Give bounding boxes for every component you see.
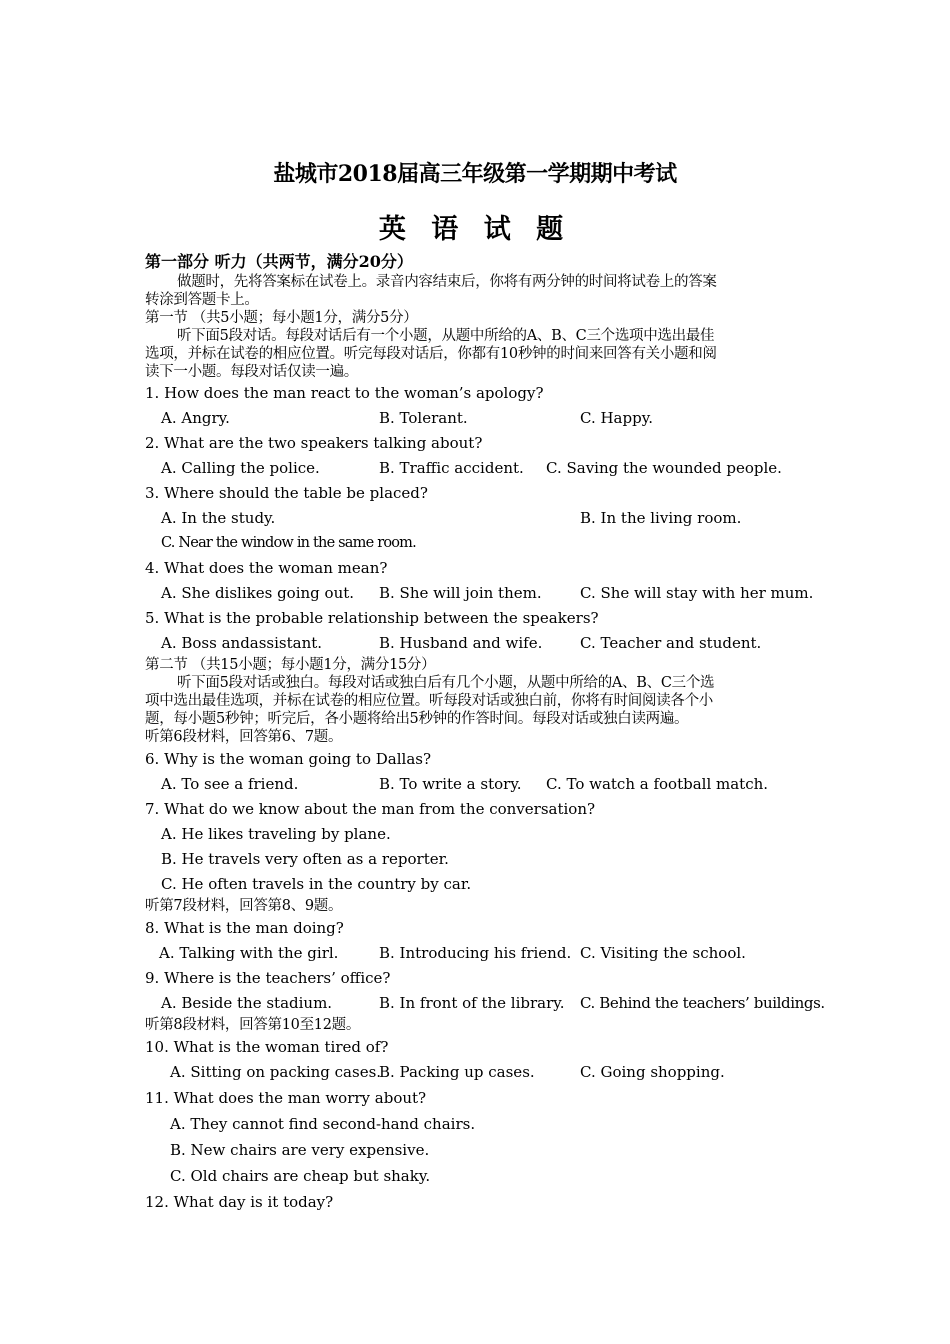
exam-subtitle: 英 语 试 题	[378, 214, 572, 245]
material-6-note: 听第6段材料，回答第6、7题。	[145, 729, 343, 745]
question-6-option-a: A. To see a friend.	[161, 775, 299, 793]
question-3-option-c: C. Near the window in the same room.	[161, 535, 416, 551]
question-9-option-a: A. Beside the stadium.	[161, 994, 333, 1012]
question-8-option-c: C. Visiting the school.	[580, 944, 746, 962]
question-7-option-c: C. He often travels in the country by car.	[161, 875, 472, 893]
question-11-stem: 11. What does the man worry about?	[145, 1089, 427, 1107]
section1-heading: 第一节 （共5小题；每小题1分，满分5分）	[145, 310, 418, 326]
section1-instr-line1: 听下面5段对话。每段对话后有一个小题，从题中所给的A、B、C三个选项中选出最佳	[177, 328, 715, 344]
question-5-option-b: B. Husband and wife.	[379, 634, 543, 652]
question-4-stem: 4. What does the woman mean?	[145, 559, 388, 577]
question-11-option-b: B. New chairs are very expensive.	[170, 1141, 430, 1159]
question-2-option-c: C. Saving the wounded people.	[546, 459, 782, 477]
question-2-option-a: A. Calling the police.	[161, 459, 320, 477]
question-9-stem: 9. Where is the teachers’ office?	[145, 969, 391, 987]
question-1-option-a: A. Angry.	[161, 409, 230, 427]
question-7-option-a: A. He likes traveling by plane.	[161, 825, 391, 843]
section2-instr-line3: 题，每小题5秒钟；听完后，各小题将给出5秒钟的作答时间。每段对话或独白读两遍。	[145, 711, 689, 727]
question-3-option-a: A. In the study.	[161, 509, 276, 527]
question-4-option-a: A. She dislikes going out.	[161, 584, 355, 602]
material-8-note: 听第8段材料，回答第10至12题。	[145, 1017, 361, 1033]
question-4-option-b: B. She will join them.	[379, 584, 542, 602]
question-8-option-a: A. Talking with the girl.	[159, 944, 339, 962]
question-4-option-c: C. She will stay with her mum.	[580, 584, 814, 602]
question-5-stem: 5. What is the probable relationship between the speakers?	[145, 609, 599, 627]
question-12-stem: 12. What day is it today?	[145, 1193, 334, 1211]
material-7-note: 听第7段材料，回答第8、9题。	[145, 898, 343, 914]
section2-heading: 第二节 （共15小题；每小题1分，满分15分）	[145, 657, 436, 673]
question-10-stem: 10. What is the woman tired of?	[145, 1038, 389, 1056]
question-10-option-a: A. Sitting on packing cases.	[170, 1063, 382, 1081]
question-11-option-a: A. They cannot find second-hand chairs.	[170, 1115, 476, 1133]
part1-heading: 第一部分 听力（共两节，满分20分）	[145, 252, 413, 271]
question-10-option-b: B. Packing up cases.	[379, 1063, 535, 1081]
section2-instr-line1: 听下面5段对话或独白。每段对话或独白后有几个小题，从题中所给的A、B、C三个选	[177, 675, 715, 691]
question-1-stem: 1. How does the man react to the woman’s apology?	[145, 384, 544, 402]
question-5-option-a: A. Boss andassistant.	[161, 634, 323, 652]
part1-intro-line2: 转涂到答题卡上。	[145, 292, 259, 308]
question-10-option-c: C. Going shopping.	[580, 1063, 725, 1081]
section2-instr-line2: 项中选出最佳选项，并标在试卷的相应位置。听每段对话或独白前，你将有时间阅读各个小	[145, 693, 713, 709]
part1-intro-line1: 做题时，先将答案标在试卷上。录音内容结束后，你将有两分钟的时间将试卷上的答案	[177, 274, 717, 290]
question-8-stem: 8. What is the man doing?	[145, 919, 344, 937]
exam-title: 盐城市2018届高三年级第一学期期中考试	[273, 161, 677, 187]
question-6-option-b: B. To write a story.	[379, 775, 522, 793]
question-8-option-b: B. Introducing his friend.	[379, 944, 572, 962]
question-9-option-b: B. In front of the library.	[379, 994, 565, 1012]
question-5-option-c: C. Teacher and student.	[580, 634, 762, 652]
question-6-option-c: C. To watch a football match.	[546, 775, 769, 793]
question-7-stem: 7. What do we know about the man from the conversation?	[145, 800, 596, 818]
section1-instr-line3: 读下一小题。每段对话仅读一遍。	[145, 364, 358, 380]
question-2-option-b: B. Traffic accident.	[379, 459, 524, 477]
question-1-option-b: B. Tolerant.	[379, 409, 468, 427]
question-9-option-c: C. Behind the teachers’ buildings.	[580, 994, 825, 1012]
question-1-option-c: C. Happy.	[580, 409, 653, 427]
question-7-option-b: B. He travels very often as a reporter.	[161, 850, 449, 868]
section1-instr-line2: 选项，并标在试卷的相应位置。听完每段对话后，你都有10秒钟的时间来回答有关小题和阅	[145, 346, 717, 362]
question-3-stem: 3. Where should the table be placed?	[145, 484, 428, 502]
question-2-stem: 2. What are the two speakers talking about?	[145, 434, 483, 452]
question-11-option-c: C. Old chairs are cheap but shaky.	[170, 1167, 431, 1185]
question-6-stem: 6. Why is the woman going to Dallas?	[145, 750, 431, 768]
question-3-option-b: B. In the living room.	[580, 509, 742, 527]
